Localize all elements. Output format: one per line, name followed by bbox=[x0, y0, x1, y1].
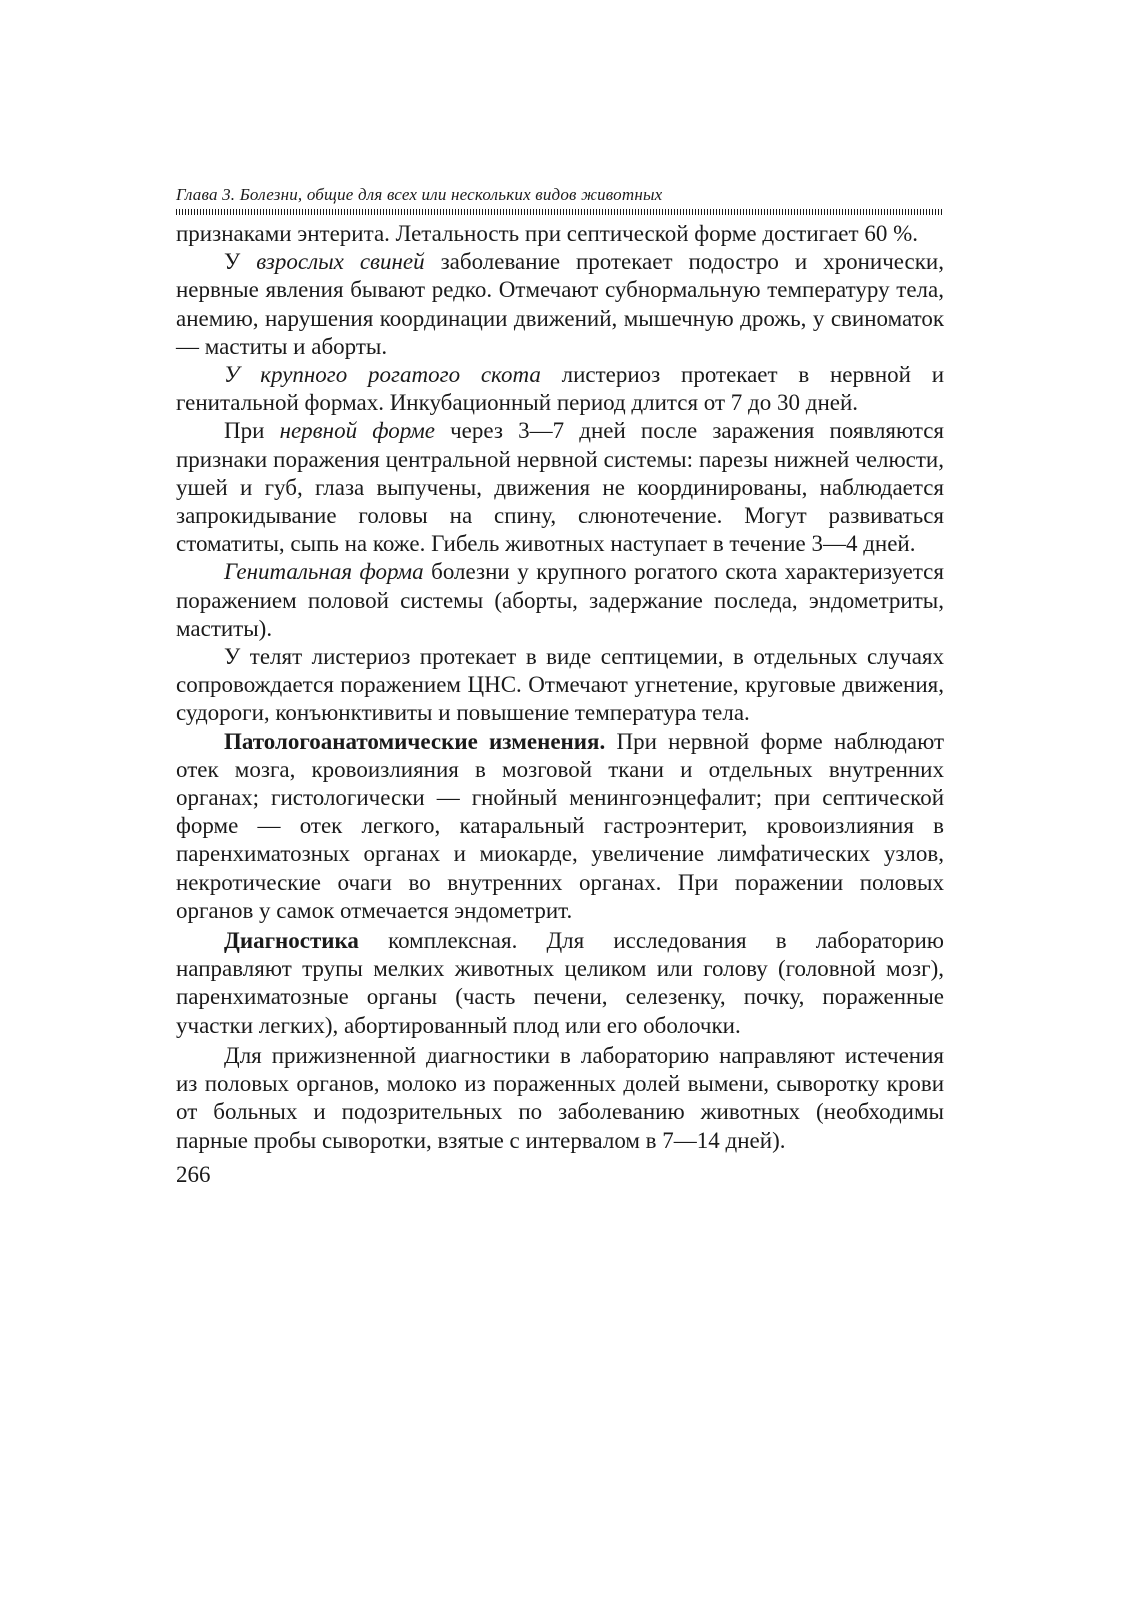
paragraph-pathology bbox=[176, 728, 944, 925]
text-run: У bbox=[224, 249, 257, 275]
italic-term: нервной форме bbox=[279, 418, 435, 444]
text-run: болезни у крупного рогатого скота характеризуется поражением половой системы (аборты, задержание последа, эндометриты, маститы). bbox=[176, 559, 944, 641]
running-head: Глава 3. Болезни, общие для всех или нескольких видов животных bbox=[176, 185, 663, 204]
page-number: 266 bbox=[176, 1161, 211, 1187]
body-text bbox=[176, 220, 944, 1155]
paragraph-genital-form bbox=[176, 558, 944, 643]
paragraph-adult-pigs bbox=[176, 248, 944, 361]
text-run: комплексная. Для исследования в лабораторию направляют трупы мелких животных целиком или голову (головной мозг), паренхиматозные органы (часть печени, селезенку, почку, пораженные участки легких), абортированный плод или его оболочки. bbox=[176, 928, 944, 1038]
paragraph-cattle bbox=[176, 361, 944, 417]
section-heading: Диагностика bbox=[224, 928, 359, 954]
text-run: признаками энтерита. Летальность при септической форме достигает 60 %. bbox=[176, 221, 918, 246]
text-run: У телят листериоз протекает в виде септицемии, в отдельных случаях сопровождается поражением ЦНС. Отмечают угнетение, круговые движения, судороги, конъюнктивиты и повышение температура тела. bbox=[176, 644, 944, 726]
book-page bbox=[176, 184, 944, 1189]
header-rule bbox=[176, 209, 944, 215]
paragraph-intravital-diagnostics bbox=[176, 1042, 944, 1155]
italic-term: У крупного рогатого скота bbox=[224, 362, 541, 388]
text-run: При нервной форме наблюдают отек мозга, кровоизлияния в мозговой ткани и отдельных внутренних органах; гистологически — гнойный менингоэнцефалит; при септической форме — отек легкого, катаральный гастроэнтерит, кровоизлияния в паренхиматозных органах и миокарде, увеличение лимфатических узлов, некротические очаги во внутренних органах. При поражении половых органов у самок отмечается эндометрит. bbox=[176, 728, 944, 923]
text-run: При bbox=[224, 418, 280, 444]
paragraph-nervous-form bbox=[176, 417, 944, 558]
italic-term: взрослых свиней bbox=[256, 249, 425, 275]
paragraph-calves bbox=[176, 643, 944, 728]
paragraph-diagnostics bbox=[176, 927, 944, 1040]
italic-term: Генитальная форма bbox=[224, 559, 424, 585]
section-heading: Патологоанатомические изменения. bbox=[224, 728, 606, 754]
text-run: через 3—7 дней после заражения появляются признаки поражения центральной нервной системы: парезы нижней челюсти, ушей и губ, глаза выпучены, движения не координированы, наблюдается запрокидывание головы на спину, слюнотечение. Могут развиваться стоматиты, сыпь на коже. Гибель животных наступает в течение 3—4 дней. bbox=[176, 418, 945, 557]
text-run: Для прижизненной диагностики в лабораторию направляют истечения из половых органов, молоко из пораженных долей вымени, сыворотку крови от больных и подозрительных по заболеванию животных (необходимы парные пробы сыворотки, взятые с интервалом в 7—14 дней). bbox=[176, 1042, 944, 1153]
text-run: заболевание протекает подостро и хронически, нервные явления бывают редко. Отмечают субнормальную температуру тела, анемию, нарушения координации движений, мышечную дрожь, у свиноматок — маститы и аборты. bbox=[176, 249, 944, 359]
paragraph-continuation bbox=[176, 220, 944, 248]
text-run: листериоз протекает в нервной и генитальной формах. Инкубационный период длится от 7 до 30 дней. bbox=[176, 362, 945, 416]
